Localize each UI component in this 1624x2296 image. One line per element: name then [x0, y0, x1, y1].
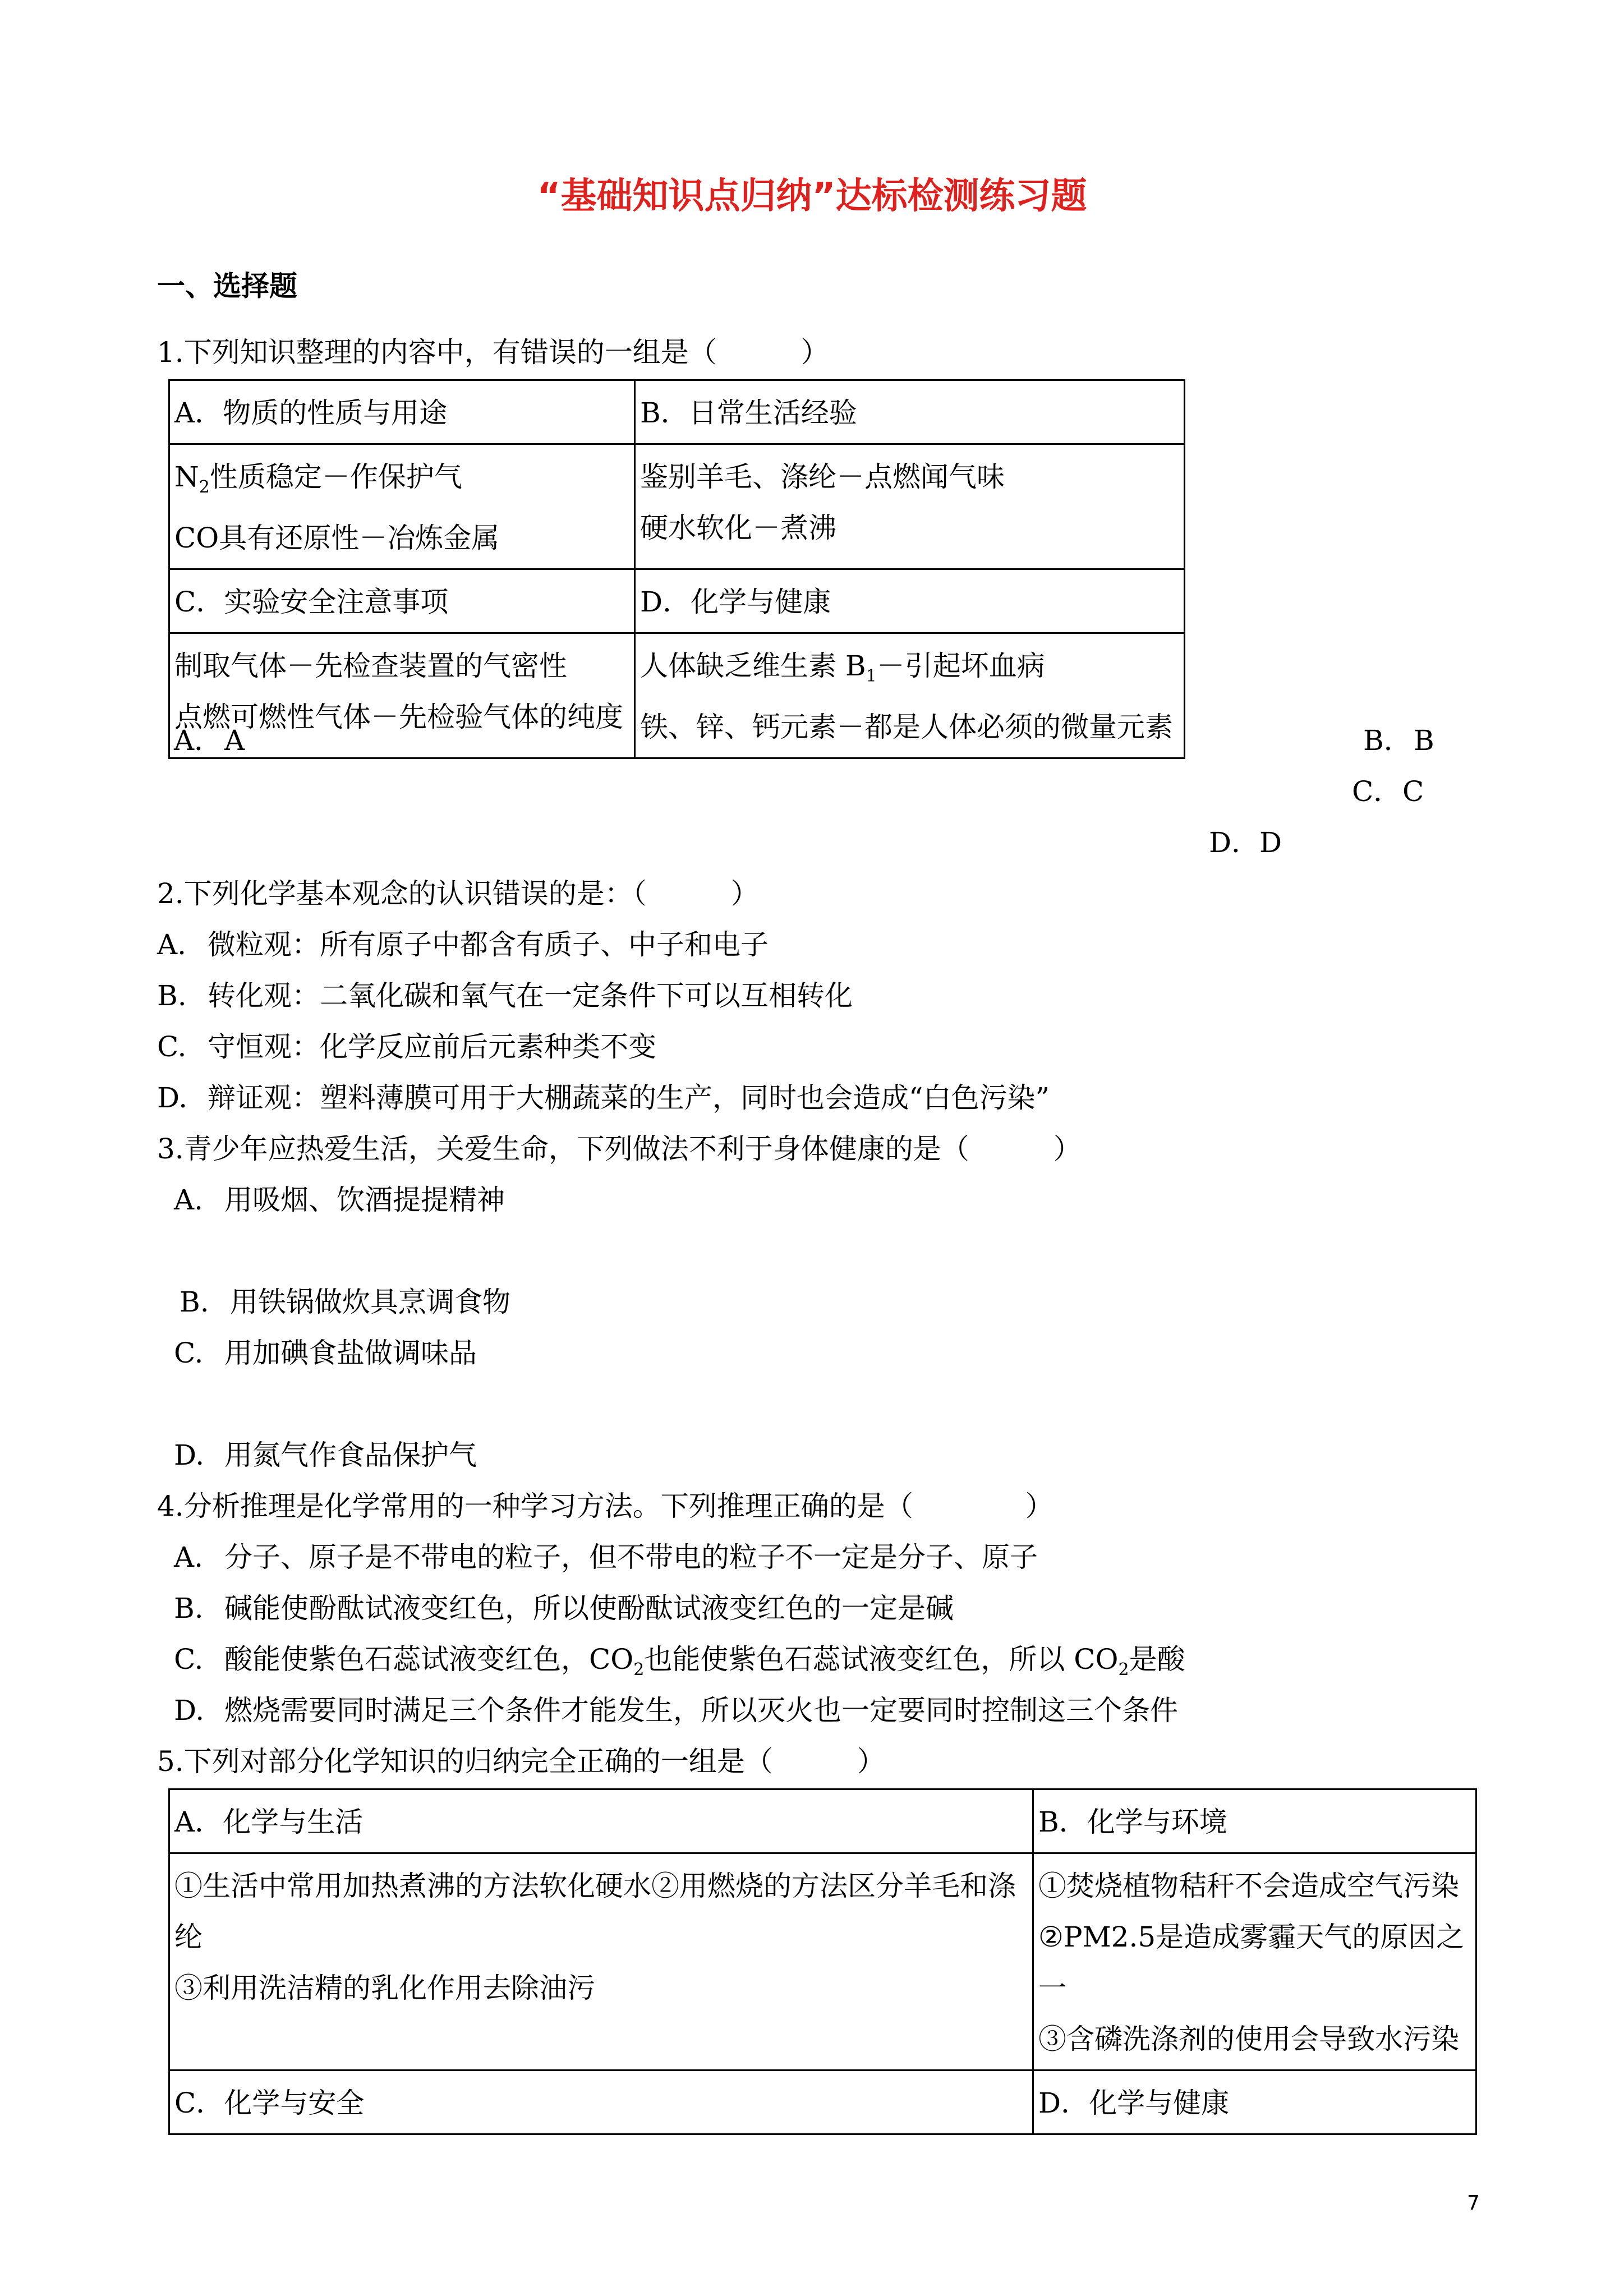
question-5-stem: 5.下列对部分化学知识的归纳完全正确的一组是（ ） — [157, 1745, 885, 1778]
q4-option-b[interactable]: B. 碱能使酚酞试液变红色，所以使酚酞试液变红色的一定是碱 — [174, 1592, 954, 1625]
q5-a-body1: ①生活中常用加热煮沸的方法软化硬水②用燃烧的方法区分羊毛和涤纶 — [174, 1870, 1016, 1953]
q3-option-d[interactable]: D. 用氮气作食品保护气 — [174, 1439, 477, 1471]
q5-b-body3: ③含磷洗涤剂的使用会导致水污染 — [1038, 2023, 1459, 2055]
q1-a-line2: CO具有还原性－冶炼金属 — [174, 522, 500, 554]
page-title: “基础知识点归纳”达标检测练习题 — [537, 176, 1087, 217]
q1-a-line1-sub: 2 — [199, 477, 210, 497]
q4-option-d[interactable]: D. 燃烧需要同时满足三个条件才能发生，所以灭火也一定要同时控制这三个条件 — [174, 1694, 1178, 1727]
q1-option-c[interactable]: C．C — [1352, 775, 1424, 808]
q1-d-line2: 铁、锌、钙元素－都是人体必须的微量元素 — [640, 711, 1173, 743]
q5-b-body2: ②PM2.5是造成雾霾天气的原因之一 — [1038, 1921, 1465, 2004]
q1-cell-d-body — [635, 633, 1185, 758]
question-2-stem: 2.下列化学基本观念的认识错误的是：（ ） — [157, 877, 759, 910]
q1-cell-b-head: B．日常生活经验 — [635, 380, 1185, 444]
q1-c-line2: 点燃可燃性气体－先检验气体的纯度 — [174, 701, 623, 733]
q5-b-body1: ①焚烧植物秸秆不会造成空气污染 — [1038, 1870, 1459, 1902]
q1-d-line1-pre: 人体缺乏维生素 B — [640, 650, 866, 682]
q1-d-line1-sub: 1 — [866, 666, 877, 686]
q3-option-c[interactable]: C. 用加碘食盐做调味品 — [174, 1337, 477, 1369]
q3-option-a[interactable]: A. 用吸烟、饮酒提提精神 — [174, 1184, 505, 1216]
q2-option-c[interactable]: C. 守恒观：化学反应前后元素种类不变 — [157, 1030, 656, 1063]
q1-option-a[interactable]: A．A — [174, 724, 245, 757]
q2-option-b[interactable]: B. 转化观：二氧化碳和氧气在一定条件下可以互相转化 — [157, 979, 853, 1012]
question-1-stem: 1.下列知识整理的内容中，有错误的一组是（ ） — [157, 336, 829, 369]
q5-cell-b-body — [1033, 1853, 1476, 2070]
q1-b-line2: 硬水软化－煮沸 — [640, 512, 836, 544]
page-number: 7 — [1467, 2192, 1480, 2215]
q5-cell-d-head: D．化学与健康 — [1033, 2070, 1476, 2134]
q1-cell-c-head: C．实验安全注意事项 — [169, 569, 635, 633]
q1-cell-a-head: A．物质的性质与用途 — [169, 380, 635, 444]
q5-cell-a-body — [169, 1853, 1033, 2070]
q1-a-line1-post: 性质稳定－作保护气 — [209, 461, 462, 493]
question-1-table — [168, 379, 1185, 759]
q1-option-b[interactable]: B．B — [1363, 724, 1434, 757]
q1-cell-a-body — [169, 444, 635, 569]
q4-option-c[interactable]: C. 酸能使紫色石蕊试液变红色，$CO_2$也能使紫色石蕊试液变红色，所以 $CO_2$是酸 — [174, 1643, 1185, 1680]
q3-option-b[interactable]: B. 用铁锅做炊具烹调食物 — [180, 1286, 510, 1318]
q2-option-a[interactable]: A. 微粒观：所有原子中都含有质子、中子和电子 — [157, 928, 769, 961]
q1-option-d[interactable]: D．D — [1209, 826, 1282, 859]
q1-c-line1: 制取气体－先检查装置的气密性 — [174, 650, 567, 682]
q1-cell-b-body — [635, 444, 1185, 569]
q4-option-a[interactable]: A. 分子、原子是不带电的粒子，但不带电的粒子不一定是分子、原子 — [174, 1541, 1038, 1573]
q5-cell-b-head: B．化学与环境 — [1033, 1789, 1476, 1853]
section-heading: 一、选择题 — [157, 270, 297, 302]
question-5-table — [168, 1788, 1477, 2135]
q5-a-body2: ③利用洗洁精的乳化作用去除油污 — [174, 1972, 595, 2004]
q1-a-line1-pre: N — [174, 461, 199, 493]
q1-cell-d-head: D．化学与健康 — [635, 569, 1185, 633]
q1-d-line1-post: －引起坏血病 — [876, 650, 1045, 682]
question-3-stem: 3.青少年应热爱生活，关爱生命，下列做法不利于身体健康的是（ ） — [157, 1133, 1082, 1165]
q5-cell-c-head: C．化学与安全 — [169, 2070, 1033, 2134]
q5-cell-a-head: A．化学与生活 — [169, 1789, 1033, 1853]
question-4-stem: 4.分析推理是化学常用的一种学习方法。下列推理正确的是（ ） — [157, 1490, 1053, 1522]
q2-option-d[interactable]: D. 辩证观：塑料薄膜可用于大棚蔬菜的生产，同时也会造成“白色污染” — [157, 1082, 1050, 1114]
q1-b-line1: 鉴别羊毛、涤纶－点燃闻气味 — [640, 461, 1005, 493]
